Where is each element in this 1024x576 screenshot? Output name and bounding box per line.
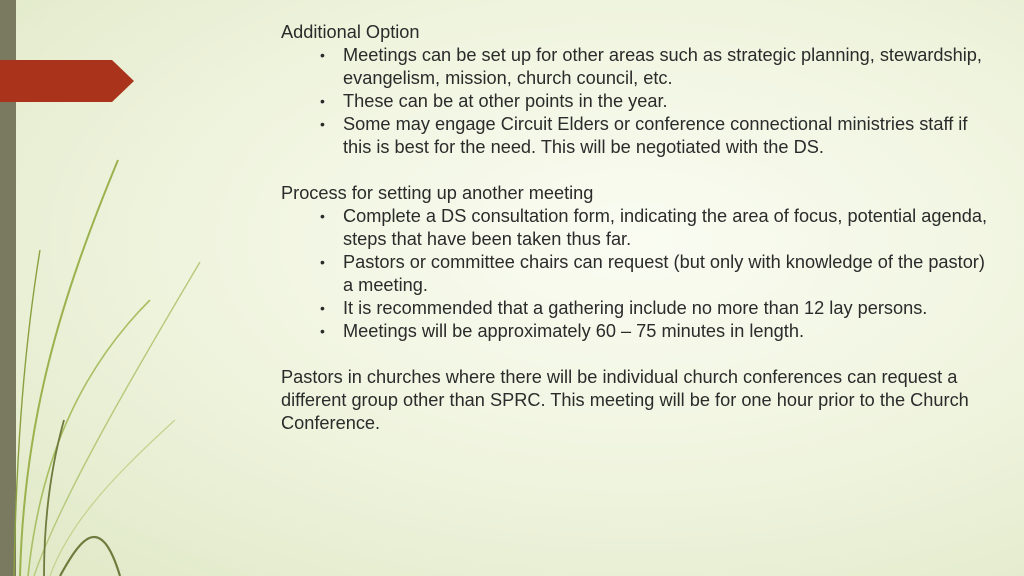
slide-body: [281, 21, 996, 435]
list-item: • Complete a DS consultation form, indicating the area of focus, potential agenda, steps that have been taken thus far.: [343, 205, 996, 251]
list-item: • It is recommended that a gathering include no more than 12 lay persons.: [343, 297, 996, 320]
process-heading: Process for setting up another meeting: [281, 183, 594, 203]
process-list: [281, 205, 996, 343]
additional-option-heading: Additional Option: [281, 22, 420, 42]
grass-stroke: [50, 420, 175, 576]
closing-paragraph: Pastors in churches where there will be individual church conferences can request a different group other than SPRC. This meeting will be for one hour prior to the Church Conference.: [281, 367, 969, 433]
grass-stroke: [60, 537, 120, 576]
list-item: • Pastors or committee chairs can request (but only with knowledge of the pastor) a meeting.: [343, 251, 996, 297]
list-item: • These can be at other points in the year.: [343, 90, 996, 113]
grass-stroke: [44, 420, 64, 576]
grass-stroke: [34, 262, 200, 576]
grass-stroke: [14, 250, 40, 576]
list-item: • Meetings can be set up for other areas such as strategic planning, stewardship, evangelism, mission, church council, etc.: [343, 44, 996, 90]
title-accent-tab: [0, 60, 134, 102]
list-item: • Some may engage Circuit Elders or conference connectional ministries staff if this is best for the need. This will be negotiated with the DS.: [343, 113, 996, 159]
grass-stroke: [20, 160, 118, 576]
grass-stroke: [28, 300, 150, 576]
list-item: • Meetings will be approximately 60 – 75 minutes in length.: [343, 320, 996, 343]
additional-option-list: [281, 44, 996, 159]
